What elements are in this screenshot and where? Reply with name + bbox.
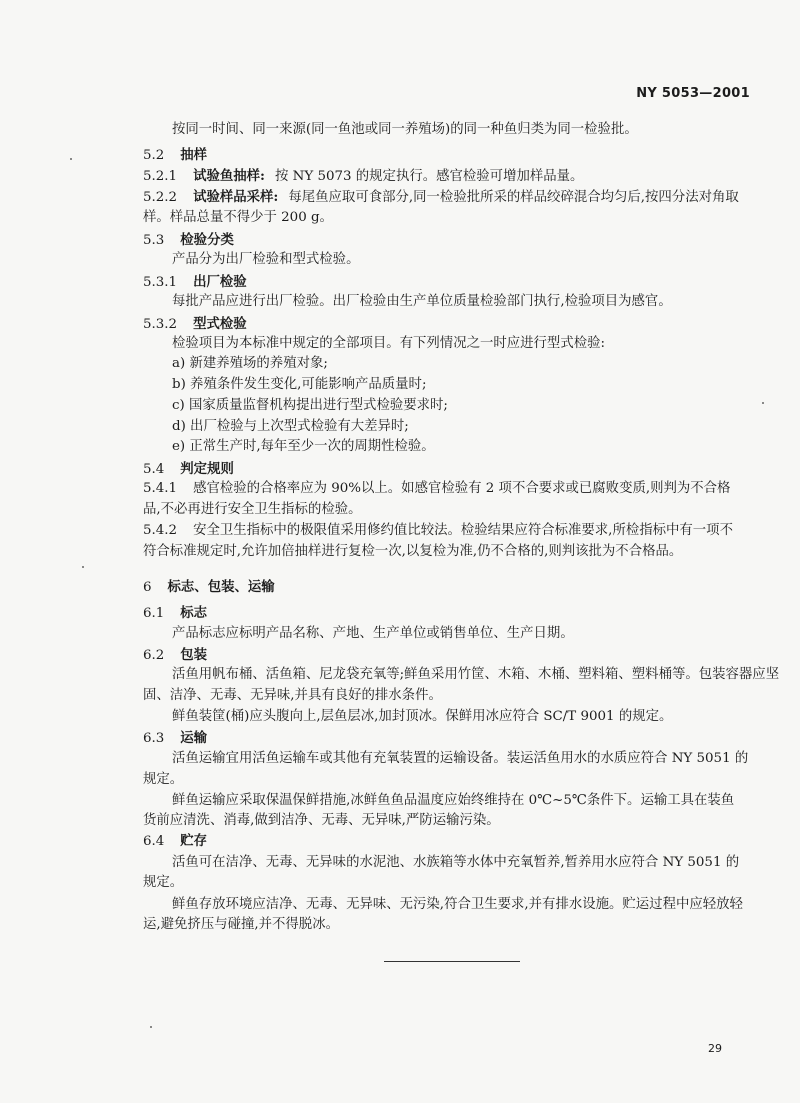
clause-number: 5.4.1 [143, 481, 178, 496]
section-number: 5.3.1 [143, 275, 178, 290]
section-number: 6.4 [143, 834, 165, 849]
paragraph-line: 检验项目为本标准中规定的全部项目。有下列情况之一时应进行型式检验: [172, 336, 606, 351]
section-6-1 [143, 604, 753, 623]
section-title: 标志 [180, 605, 208, 621]
end-divider [384, 961, 520, 962]
chapter-number: 6 [143, 580, 152, 595]
section-5-3-2 [143, 315, 753, 334]
clause-text: 感官检验的合格率应为 90%以上。如感官检验有 2 项不合要求或已腐败变质,则判为不合格 [193, 481, 731, 496]
section-6-3 [143, 729, 753, 748]
section-number: 6.3 [143, 731, 165, 746]
clause-5-2-1 [143, 167, 753, 186]
paragraph-line: 鲜鱼存放环境应洁净、无毒、无异味、无污染,符合卫生要求,并有排水设施。贮运过程中应轻放轻 [172, 897, 743, 912]
paragraph-line: 产品标志应标明产品名称、产地、生产单位或销售单位、生产日期。 [172, 626, 574, 641]
clause-5-4-1 [143, 480, 753, 498]
section-number: 6.2 [143, 648, 165, 663]
paragraph-line: 样。样品总量不得少于 200 g。 [143, 210, 333, 225]
paragraph-line: 运,避免挤压与碰撞,并不得脱冰。 [143, 917, 339, 932]
list-item: d) 出厂检验与上次型式检验有大差异时; [172, 419, 409, 434]
page-number: 29 [708, 1042, 722, 1055]
paragraph-line: 活鱼运输宜用活鱼运输车或其他有充氧装置的运输设备。装运活鱼用水的水质应符合 NY 5051 的 [172, 751, 749, 766]
paragraph-line: 活鱼可在洁净、无毒、无异味的水泥池、水族箱等水体中充氧暂养,暂养用水应符合 NY 5051 的 [172, 855, 740, 870]
section-title: 判定规则 [180, 461, 234, 477]
scan-speck [762, 402, 764, 404]
section-number: 5.2 [143, 148, 165, 163]
paragraph-line: 产品分为出厂检验和型式检验。 [172, 252, 360, 267]
clause-number: 5.4.2 [143, 523, 178, 538]
scan-speck [82, 566, 84, 568]
section-6-2 [143, 646, 753, 665]
clause-number: 5.2.2 [143, 190, 178, 205]
paragraph-line: 每批产品应进行出厂检验。出厂检验由生产单位质量检验部门执行,检验项目为感官。 [172, 294, 672, 309]
section-title: 检验分类 [180, 232, 234, 248]
section-number: 5.4 [143, 462, 165, 477]
clause-5-2-2 [143, 188, 753, 207]
clause-number: 5.2.1 [143, 169, 178, 184]
section-title: 抽样 [180, 147, 208, 163]
paragraph-line: 固、洁净、无毒、无异味,并具有良好的排水条件。 [143, 688, 442, 703]
clause-term: 试验鱼抽样: [193, 168, 265, 184]
paragraph-line: 活鱼用帆布桶、活鱼箱、尼龙袋充氧等;鲜鱼采用竹筐、木箱、木桶、塑料箱、塑料桶等。包装容器应坚 [172, 667, 780, 682]
paragraph-line: 鲜鱼装筐(桶)应头腹向上,层鱼层冰,加封顶冰。保鲜用冰应符合 SC/T 9001 的规定。 [172, 709, 673, 724]
clause-text: 每尾鱼应取可食部分,同一检验批所采的样品绞碎混合均匀后,按四分法对角取 [288, 190, 739, 205]
clause-term: 试验样品采样: [193, 189, 279, 205]
clause-text: 按 NY 5073 的规定执行。感官检验可增加样品量。 [274, 169, 584, 184]
chapter-title: 标志、包装、运输 [167, 579, 275, 595]
paragraph-line: 按同一时间、同一来源(同一鱼池或同一养殖场)的同一种鱼归类为同一检验批。 [172, 122, 638, 137]
list-item: e) 正常生产时,每年至少一次的周期性检验。 [172, 439, 435, 454]
section-5-3 [143, 231, 753, 250]
paragraph-line: 符合标准规定时,允许加倍抽样进行复检一次,以复检为准,仍不合格的,则判该批为不合格品。 [143, 544, 683, 559]
chapter-6 [143, 578, 753, 597]
section-title: 型式检验 [193, 316, 247, 332]
section-6-4 [143, 832, 753, 851]
section-5-2 [143, 146, 753, 165]
paragraph-line: 鲜鱼运输应采取保温保鲜措施,冰鲜鱼鱼品温度应始终维持在 0℃~5℃条件下。运输工具在装鱼 [172, 793, 735, 808]
list-item: b) 养殖条件发生变化,可能影响产品质量时; [172, 377, 427, 392]
list-item: c) 国家质量监督机构提出进行型式检验要求时; [172, 398, 448, 413]
section-number: 5.3 [143, 233, 165, 248]
section-5-3-1 [143, 273, 753, 292]
paragraph-line: 品,不必再进行安全卫生指标的检验。 [143, 502, 362, 517]
section-title: 出厂检验 [193, 274, 247, 290]
clause-5-4-2 [143, 522, 753, 540]
paragraph-line: 货前应清洗、消毒,做到洁净、无毒、无异味,严防运输污染。 [143, 813, 500, 828]
section-5-4 [143, 460, 753, 479]
scan-speck [70, 158, 72, 160]
paragraph-line: 规定。 [143, 772, 184, 787]
paragraph-line: 规定。 [143, 875, 184, 890]
section-number: 5.3.2 [143, 317, 178, 332]
section-title: 包装 [180, 647, 208, 663]
clause-text: 安全卫生指标中的极限值采用修约值比较法。检验结果应符合标准要求,所检指标中有一项不 [193, 523, 733, 538]
section-title: 贮存 [180, 833, 208, 849]
section-number: 6.1 [143, 606, 165, 621]
scan-speck [150, 1026, 152, 1028]
section-title: 运输 [180, 730, 208, 746]
list-item: a) 新建养殖场的养殖对象; [172, 356, 328, 371]
standard-code: NY 5053—2001 [636, 86, 750, 101]
